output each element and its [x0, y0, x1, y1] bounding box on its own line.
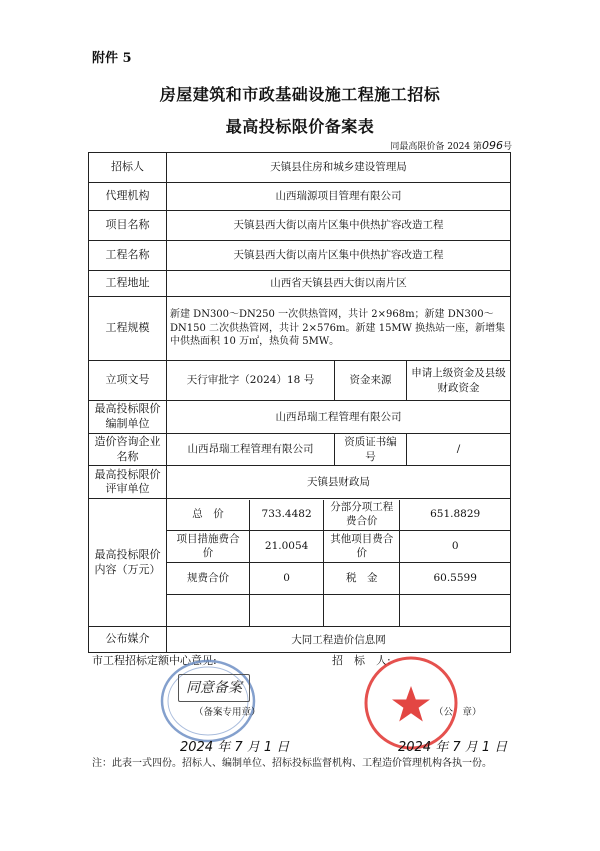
media-value: 大同工程造价信息网 [167, 627, 511, 653]
table-row [167, 531, 510, 563]
cert-value: / [407, 433, 511, 466]
table-row [89, 466, 511, 499]
measure-fee-label: 项目措施费合 价 [167, 531, 250, 563]
center-opinion-section [88, 652, 318, 755]
page-title: 房屋建筑和市政基础设施工程施工招标 [159, 85, 441, 104]
agency-value: 山西瑞源项目管理有限公司 [167, 183, 511, 211]
record-number [390, 139, 512, 152]
compiler-value: 山西昂瑞工程管理有限公司 [167, 401, 511, 434]
tax-label: 税 金 [324, 563, 400, 595]
tenderer-value: 天镇县住房和城乡建设管理局 [167, 153, 511, 183]
limit-label: 最高投标限价内容（万元） [89, 499, 167, 627]
attachment-label: 附件 5 [92, 51, 132, 66]
table-row [89, 271, 511, 297]
cert-label: 资质证书编 号 [335, 433, 407, 466]
other-fee-label: 其他项目费合价 [324, 531, 400, 563]
table-row [89, 297, 511, 361]
media-label: 公布媒介 [89, 627, 167, 653]
project-name-value: 天镇县西大街以南片区集中供热扩容改造工程 [167, 211, 511, 241]
consult-label: 造价咨询企业名称 [89, 433, 167, 466]
tenderer-sign-date: 2024 年 7 月 1 日 [398, 740, 508, 755]
table-row [89, 499, 511, 627]
table-row [167, 595, 510, 626]
reviewer-label: 最高投标限价评审单位 [89, 466, 167, 499]
center-sign-date: 2024 年 7 月 1 日 [180, 740, 290, 755]
record-suffix: 号 [502, 142, 512, 152]
compiler-label: 最高投标限价编制单位 [89, 401, 167, 434]
table-row [89, 627, 511, 653]
record-prefix: 同最高限价备 2024 第 [390, 142, 482, 152]
work-address-value: 山西省天镇县西大街以南片区 [167, 271, 511, 297]
limit-detail-table [167, 500, 510, 626]
work-name-value: 天镇县西大街以南片区集中供热扩容改造工程 [167, 241, 511, 271]
tenderer-label: 招标人 [89, 153, 167, 183]
other-fee-value: 0 [400, 531, 510, 563]
table-row [89, 153, 511, 183]
fund-source-label: 资金来源 [335, 361, 407, 401]
approval-chop: 同意备案 [178, 674, 250, 702]
scale-label: 工程规模 [89, 297, 167, 361]
total-price-label: 总 价 [167, 500, 250, 531]
page-subtitle: 最高投标限价备案表 [225, 117, 375, 136]
table-row [167, 563, 510, 595]
filing-seal-note: （备案专用章） [194, 707, 261, 718]
center-opinion-label: 市工程招标定额中心意见: [92, 654, 217, 667]
regulatory-fee-label: 规费合价 [167, 563, 250, 595]
project-name-label: 项目名称 [89, 211, 167, 241]
official-seal-note: （公 章） [434, 707, 482, 718]
sub-item-value: 651.8829 [400, 500, 510, 531]
agency-label: 代理机构 [89, 183, 167, 211]
table-row [89, 361, 511, 401]
footnote: 注：此表一式四份。招标人、编制单位、招标投标监督机构、工程造价管理机构各执一份。 [92, 758, 492, 769]
table-row [89, 241, 511, 271]
measure-fee-value: 21.0054 [250, 531, 324, 563]
tenderer-sign-section [330, 652, 510, 755]
approval-value: 天行审批字（2024）18 号 [167, 361, 335, 401]
table-row [89, 183, 511, 211]
reviewer-value: 天镇县财政局 [167, 466, 511, 499]
scale-value: 新建 DN300～DN250 一次供热管网，共计 2×968m；新建 DN300～DN150 二次供热管网，共计 2×576m。新建 15MW 换热站一座，新增集中供热面积 10 万㎡，热负荷 5MW。 [167, 297, 511, 361]
sub-item-label: 分部分项工程费合价 [324, 500, 400, 531]
work-name-label: 工程名称 [89, 241, 167, 271]
tenderer-sign-label: 招 标 人: [332, 654, 391, 667]
table-row [89, 433, 511, 466]
approval-label: 立项文号 [89, 361, 167, 401]
record-number-value: 096 [481, 139, 503, 152]
work-address-label: 工程地址 [89, 271, 167, 297]
table-row [167, 500, 510, 531]
record-table [88, 152, 511, 653]
regulatory-fee-value: 0 [250, 563, 324, 595]
tax-value: 60.5599 [400, 563, 510, 595]
consult-value: 山西昂瑞工程管理有限公司 [167, 433, 335, 466]
table-row [89, 211, 511, 241]
fund-source-value: 申请上级资金及县级财政资金 [407, 361, 511, 401]
total-price-value: 733.4482 [250, 500, 324, 531]
table-row [89, 401, 511, 434]
limit-detail-cell [167, 499, 511, 627]
